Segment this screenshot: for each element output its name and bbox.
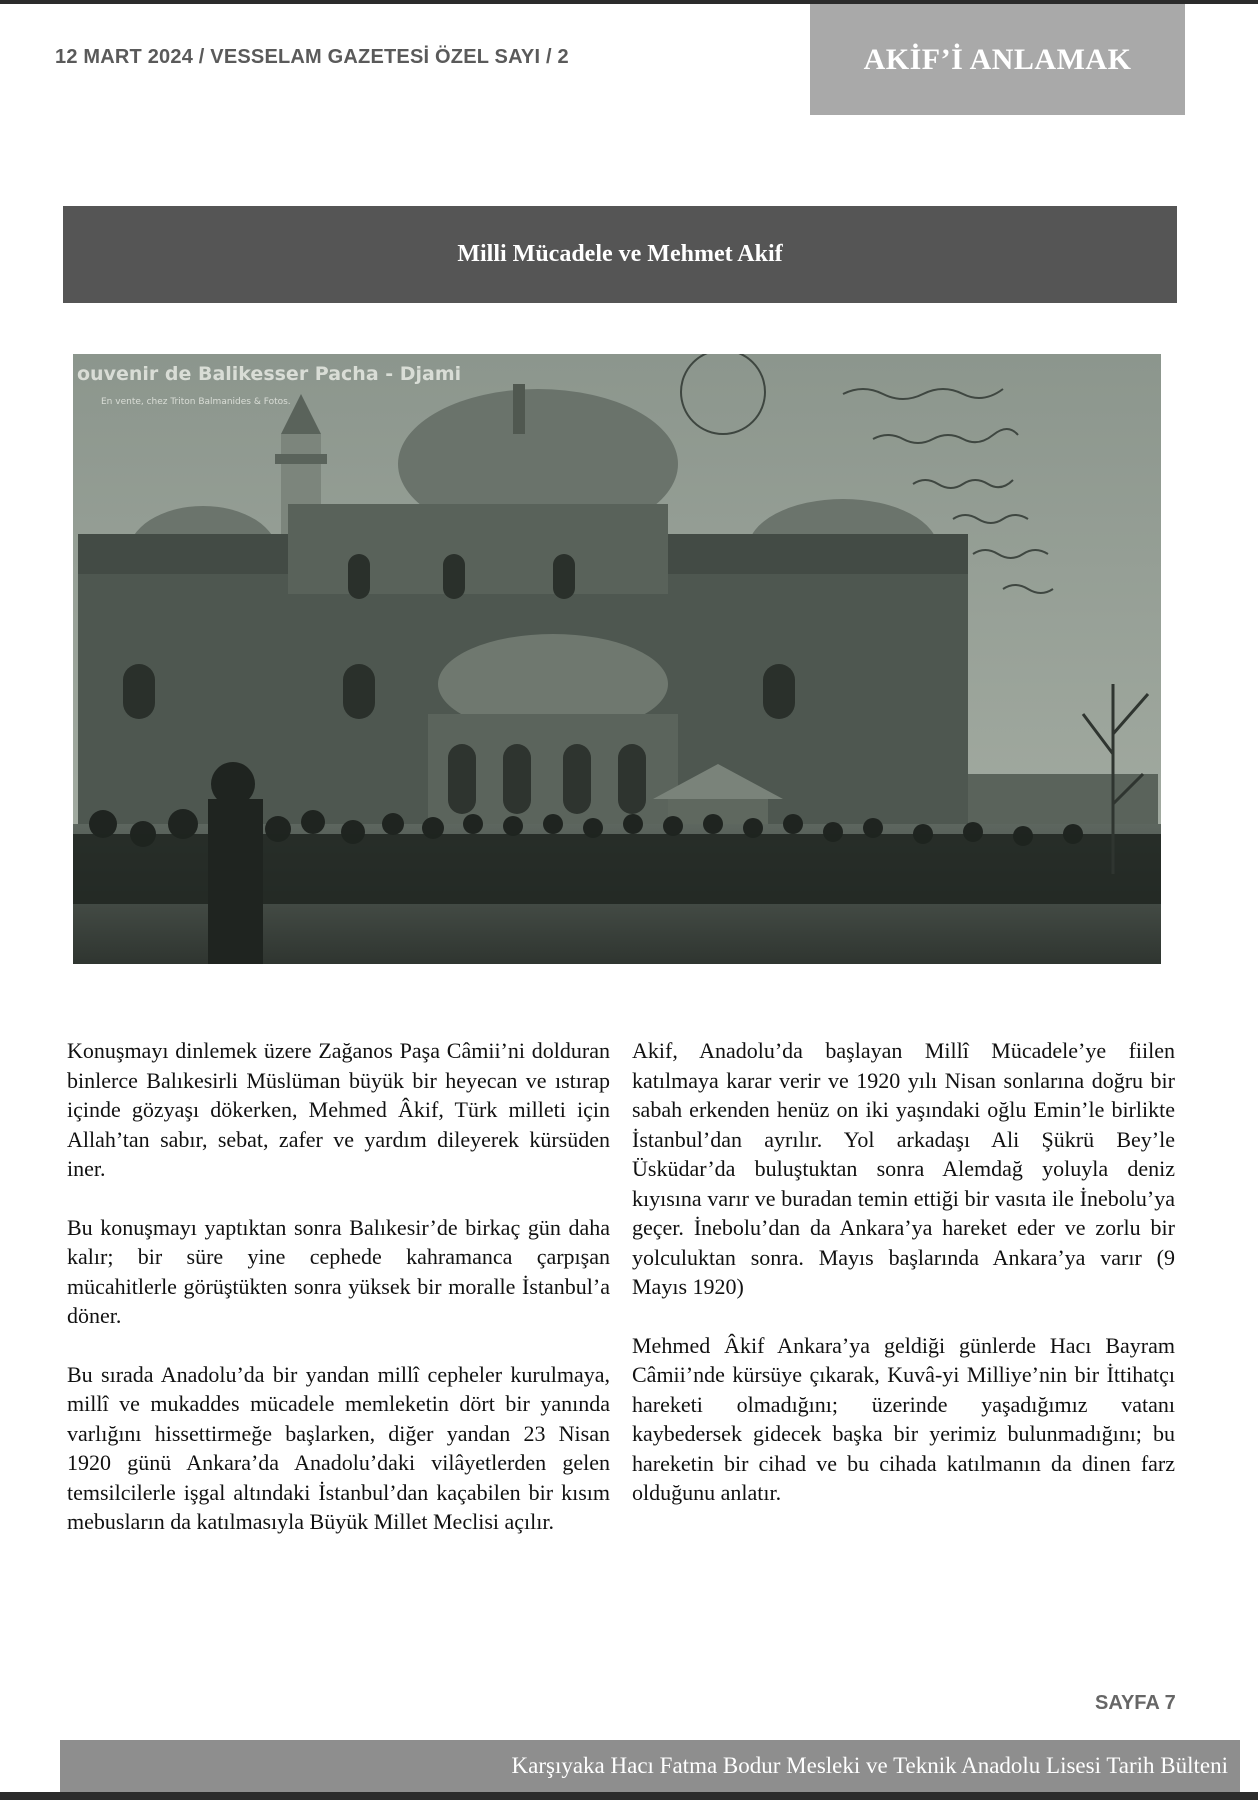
article-column-right [632,1036,1175,1537]
section-brand-box [810,4,1185,115]
mosque-postcard-image [73,354,1161,964]
postcard-caption-line2: En vente, chez Triton Balmanides & Fotos. [101,397,291,407]
article-paragraph: Bu sırada Anadolu’da bir yandan millî cepheler kurulmaya, millî ve mukaddes mücadele memleketin dört bir yanında varlığını hissettirmeğe başlarken, diğer yandan 23 Nisan 1920 günü Ankara’da Anadolu’daki vilâyetlerden gelen temsilcilerle işgal altındaki İstanbul’dan kaçabilen bir kısım mebusların da katılmasıyla Büyük Millet Meclisi açılır. [67,1361,610,1534]
bottom-border [0,1792,1258,1800]
section-brand-label: AKİF’İ ANLAMAK [863,42,1132,76]
article-photo [73,354,1161,964]
article-paragraph: Konuşmayı dinlemek üzere Zağanos Paşa Câmii’ni dolduran binlerce Balıkesirli Müslüman büyük bir heyecan ve ıstırap içinde gözyaşı dökerken, Mehmed Âkif, Türk milleti için Allah’tan sabır, sebat, zafer ve yardım dileyerek kürsüden iner. [67,1038,610,1181]
article-title: Milli Mücadele ve Mehmet Akif [457,241,783,267]
article-paragraph: Bu konuşmayı yaptıktan sonra Balıkesir’de birkaç gün daha kalır; bir süre yine cephede kahramanca çarpışan mücahitlerle görüştükten sonra yüksek bir moralle İstanbul’a döner. [67,1214,610,1328]
postcard-caption-line1: ouvenir de Balikesser Pacha - Djami [77,363,462,385]
article-title-bar [63,206,1177,303]
article-paragraph: Akif, Anadolu’da başlayan Millî Mücadele’ye fiilen katılmaya karar verir ve 1920 yılı Nisan sonlarına doğru bir sabah erkenden henüz on iki yaşındaki oğlu Emin’le birlikte İstanbul’dan ayrılır. Yol arkadaşı Ali Şükrü Bey’le Üsküdar’da buluştuktan sonra Alemdağ yoluyla deniz kıyısına varır ve buradan temin ettiği bir vasıta ile İnebolu’ya geçer. İnebolu’dan da Ankara’ya hareket eder ve zorlu bir yolculuktan sonra. Mayıs başlarında Ankara’ya varır (9 Mayıs 1920) [632,1038,1175,1299]
article-column-left [67,1036,610,1566]
article-paragraph: Mehmed Âkif Ankara’ya geldiği günlerde Hacı Bayram Câmii’nde kürsüye çıkarak, Kuvâ-yi Milliye’nin bir İttihatçı hareketi olmadığını; üzerinde yaşadığımız vatanı kaybedersek gidecek başka bir yerimiz bulunmadığını; bu hareketin bir cihad ve bu cihada katılmanın da dinen farz olduğunu anlatır. [632,1332,1175,1505]
footer-school-name: Karşıyaka Hacı Fatma Bodur Mesleki ve Teknik Anadolu Lisesi Tarih Bülteni [511,1753,1228,1778]
page-number: SAYFA 7 [1095,1692,1176,1714]
footer-bar [60,1740,1240,1792]
issue-meta: 12 MART 2024 / VESSELAM GAZETESİ ÖZEL SAYI / 2 [55,46,569,68]
